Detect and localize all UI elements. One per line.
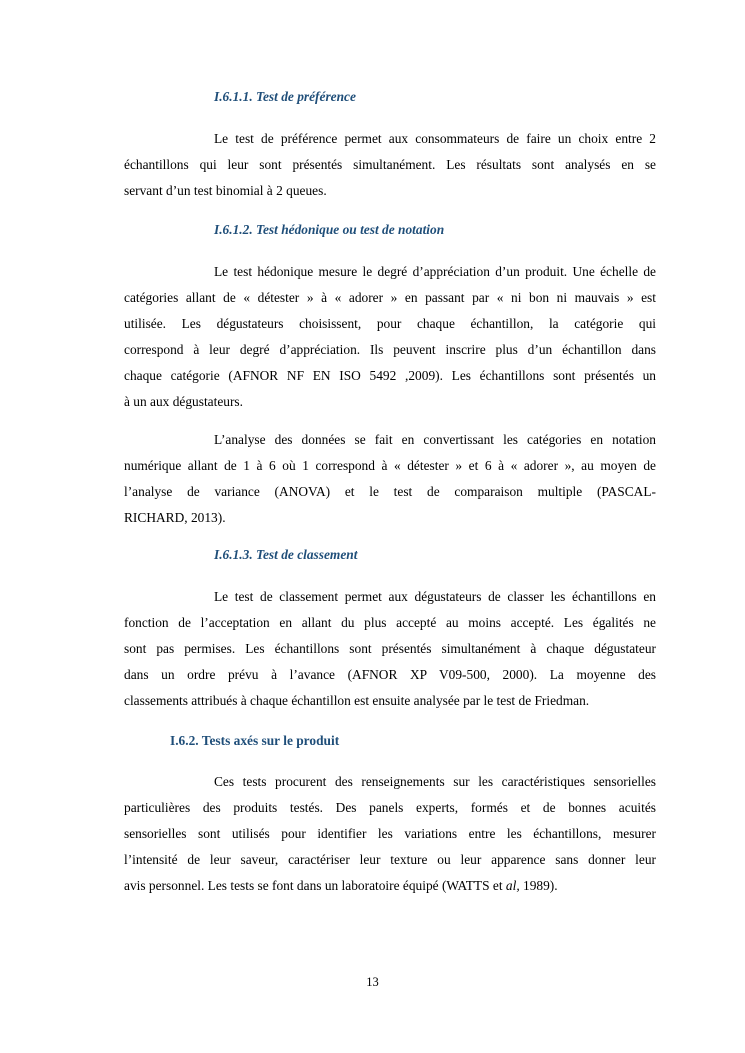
paragraph-test-classement	[124, 584, 656, 714]
section-heading-tests-produit: I.6.2. Tests axés sur le produit	[170, 733, 340, 748]
text-line: RICHARD, 2013).	[124, 510, 226, 525]
text-line: classements attribués à chaque échantillon est ensuite analysée par le test de Friedman.	[124, 693, 590, 708]
text-line: l’intensité de leur saveur, caractériser leur texture ou leur apparence sans donner leur	[124, 852, 656, 867]
italic-text: al,	[505, 878, 520, 893]
text-line: Le test de préférence permet aux consommateurs de faire un choix entre 2	[214, 131, 656, 146]
text-line: à un aux dégustateurs.	[124, 394, 243, 409]
section-heading-test-classement: I.6.1.3. Test de classement	[214, 547, 358, 562]
text-line: correspond à leur degré d’appréciation. Ils peuvent inscrire plus d’un échantillon dans	[124, 342, 656, 357]
paragraph-tests-produit	[124, 769, 656, 899]
paragraph-test-hedonique-2	[124, 427, 656, 531]
text-line: Ces tests procurent des renseignements sur les caractéristiques sensorielles	[214, 774, 656, 789]
text-line: catégories allant de « détester » à « adorer » en passant par « ni bon ni mauvais » est	[124, 290, 656, 305]
text-line: sensorielles sont utilisés pour identifier les variations entre les échantillons, mesurer	[124, 826, 656, 841]
text-line: chaque catégorie (AFNOR NF EN ISO 5492 ,2009). Les échantillons sont présentés un	[124, 368, 656, 383]
text-line: particulières des produits testés. Des panels experts, formés et de bonnes acuités	[124, 800, 656, 815]
text-segment: 1989).	[519, 878, 558, 893]
paragraph-test-preference	[124, 126, 656, 204]
text-line: dans un ordre prévu à l’avance (AFNOR XP V09-500, 2000). La moyenne des	[124, 667, 656, 682]
text-line: utilisée. Les dégustateurs choisissent, pour chaque échantillon, la catégorie qui	[124, 316, 656, 331]
text-line: Le test de classement permet aux dégustateurs de classer les échantillons en	[214, 589, 656, 604]
text-line: Le test hédonique mesure le degré d’appréciation d’un produit. Une échelle de	[214, 264, 656, 279]
text-line: servant d’un test binomial à 2 queues.	[124, 183, 327, 198]
text-line: l’analyse de variance (ANOVA) et le test de comparaison multiple (PASCAL-	[124, 484, 656, 499]
section-heading-test-hedonique: I.6.1.2. Test hédonique ou test de notation	[214, 222, 445, 237]
page-number: 13	[366, 975, 379, 989]
text-line: sont pas permises. Les échantillons sont présentés simultanément à chaque dégustateur	[124, 641, 656, 656]
text-line: numérique allant de 1 à 6 où 1 correspond à « détester » et 6 à « adorer », au moyen de	[124, 458, 656, 473]
text-line: fonction de l’acceptation en allant du plus accepté au moins accepté. Les égalités ne	[124, 615, 656, 630]
text-line: L’analyse des données se fait en convertissant les catégories en notation	[214, 432, 656, 447]
text-line: échantillons qui leur sont présentés simultanément. Les résultats sont analysés en se	[124, 157, 656, 172]
text-line	[124, 873, 656, 899]
text-segment: avis personnel. Les tests se font dans un laboratoire équipé (WATTS et	[124, 878, 506, 893]
section-heading-test-preference: I.6.1.1. Test de préférence	[214, 89, 356, 104]
paragraph-test-hedonique-1	[124, 259, 656, 415]
